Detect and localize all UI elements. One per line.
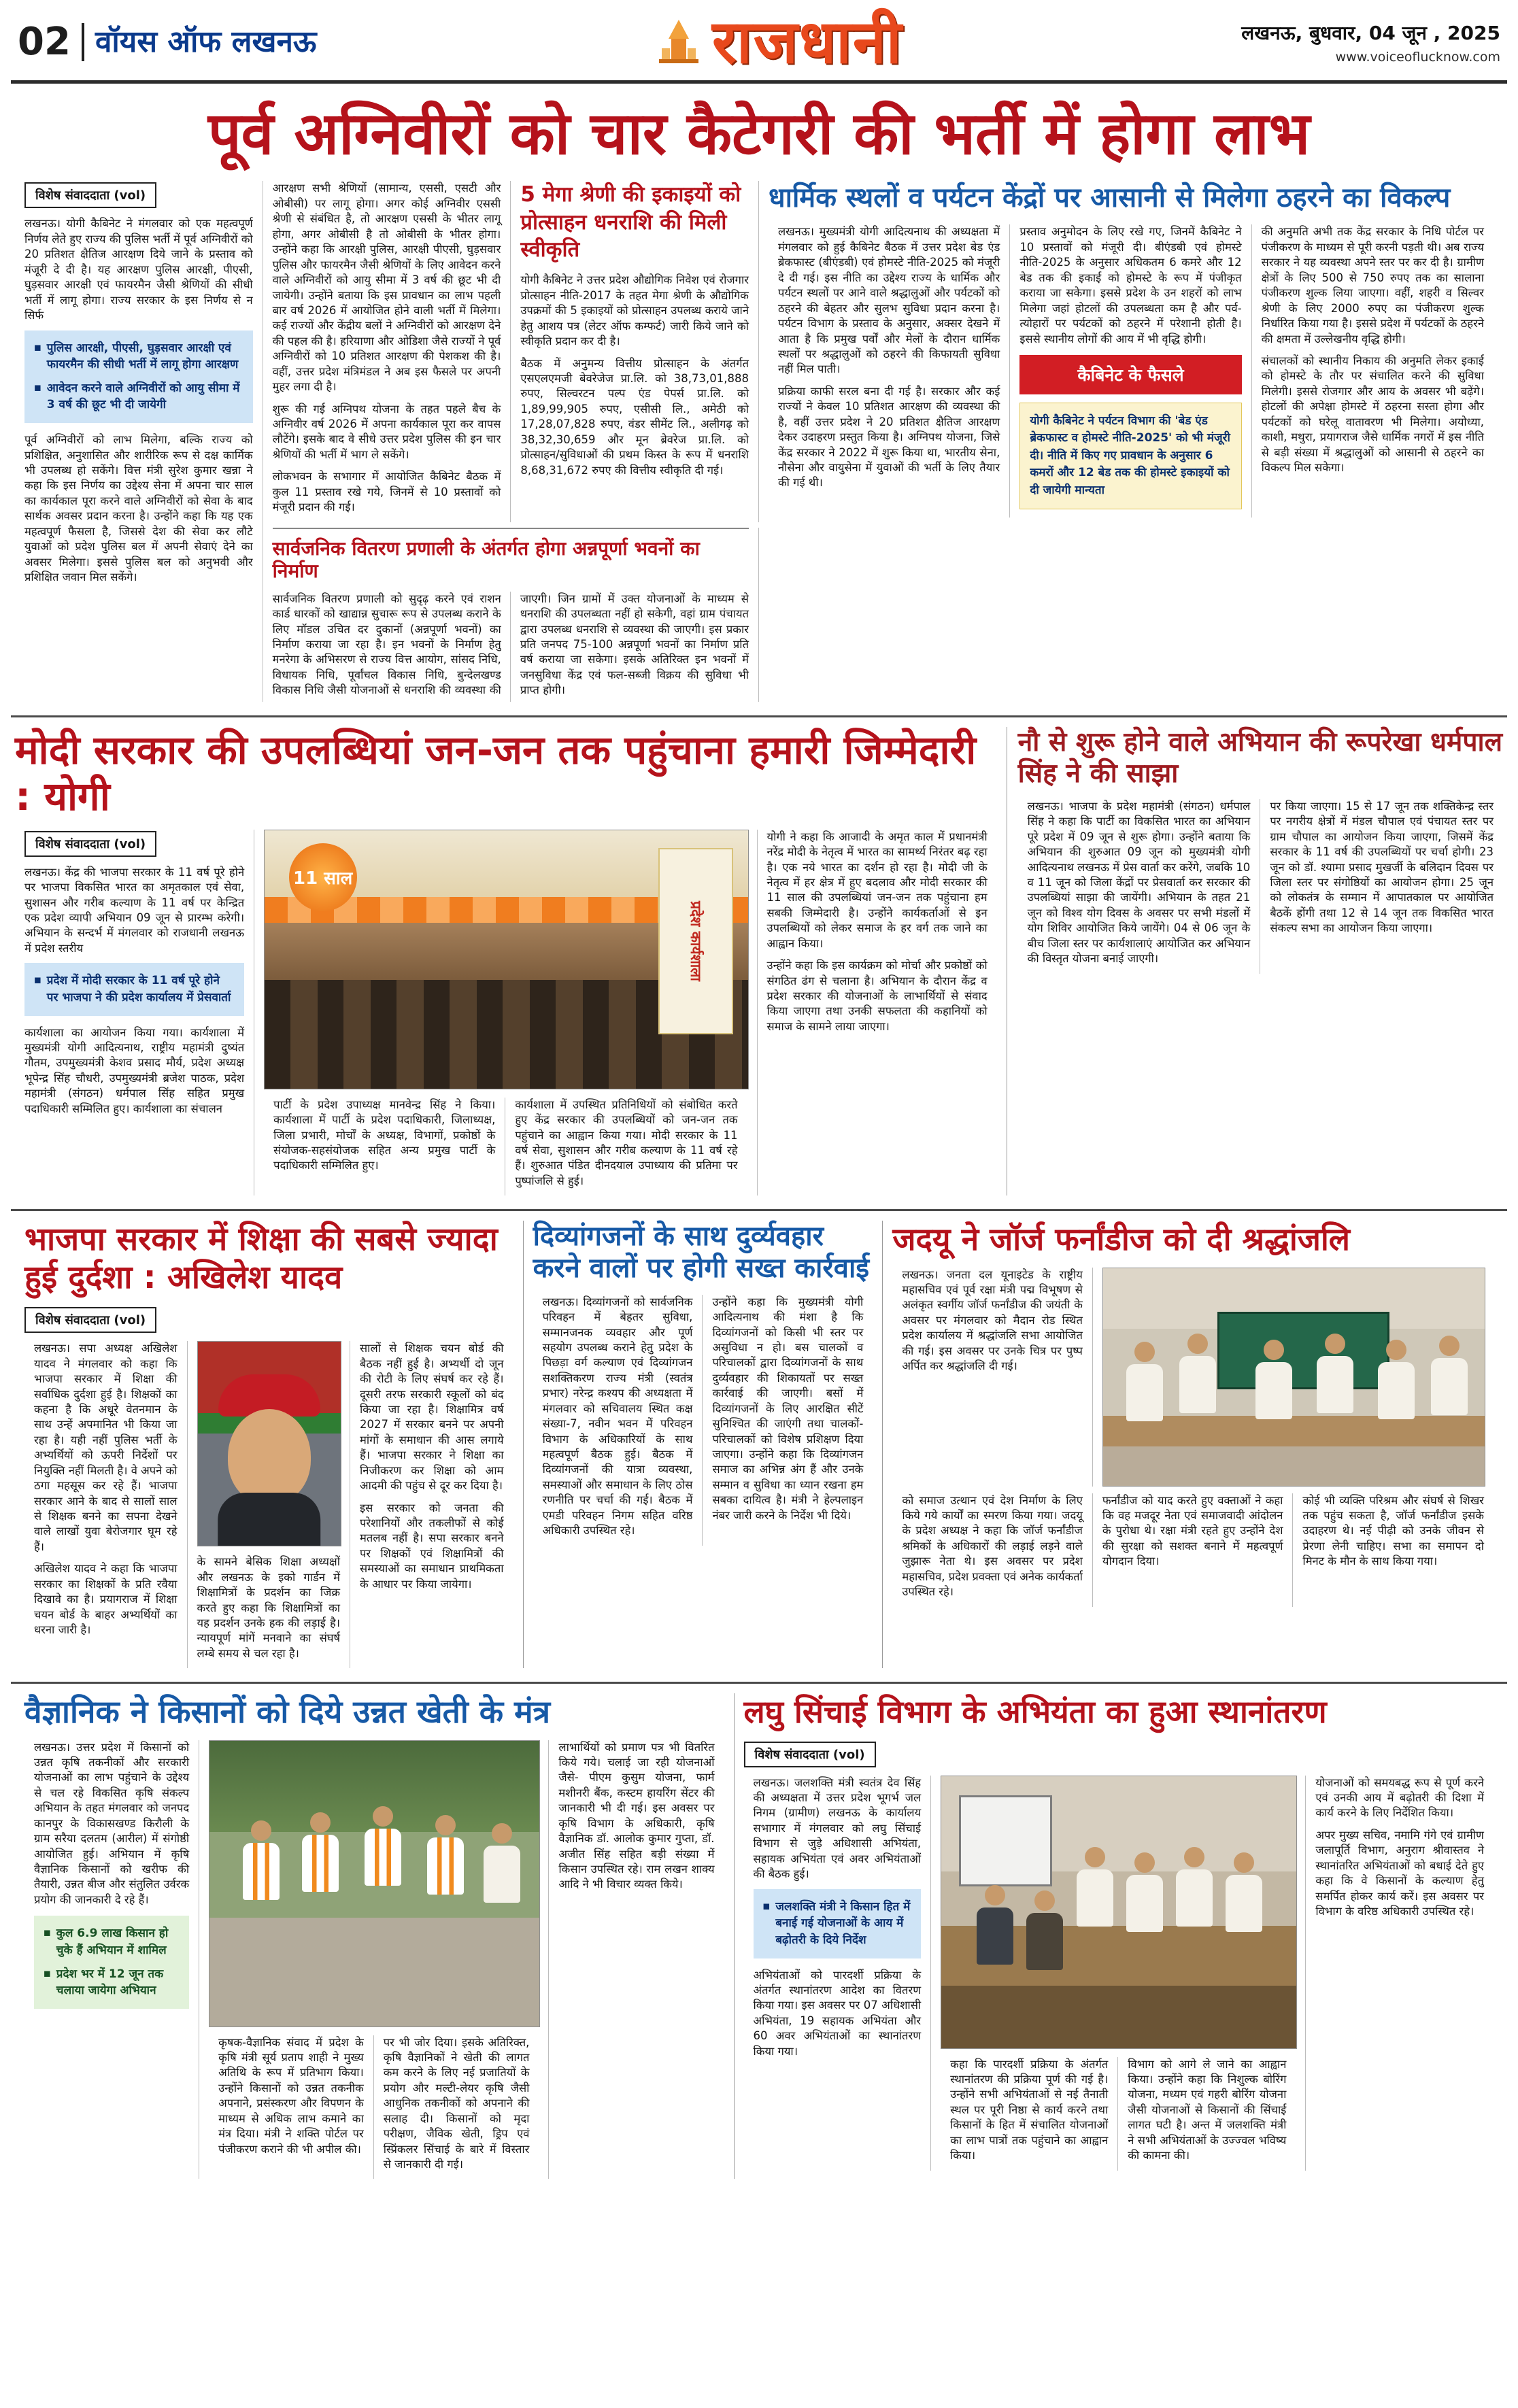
bullet-icon: ◼ [34, 975, 41, 986]
modi-subcolumn-1 [264, 1098, 505, 1196]
mega-paragraph-2: बैठक में अनुमन्य वित्तीय प्रोत्साहन के अंतर्गत एसएलएमजी बेवरेजेज प्रा.लि. को 38,73,01,888 रुपए, सिल्वरटन पल्प एंड पेपर्स प्रा.लि. को 1,89,99,905 रुपए, एसीसी लि., अमेठी को 17,28,07,828 रुपए, वंडर सीमेंट लि., अलीगढ़ को 38,32,30,659 और मून ब्रेवरेज प्रा.लि. को प्रोत्साहन/सुविधाओं की प्रथम किस्त के रूप में धनराशि 8,68,31,672 रुपए की वित्तीय स्वीकृति दी गई। [520, 356, 749, 477]
photo-bjp-workshop [264, 830, 748, 1089]
jdu-paragraph: लखनऊ। जनता दल यूनाइटेड के राष्ट्रीय महासचिव एवं पूर्व रक्षा मंत्री पद्म विभूषण से अलंकृत स्वर्गीय जॉर्ज फर्नांडीज की जयंती के अवसर पर मंगलवार को मैदान रोड स्थित प्रदेश कार्यालय में श्रद्धांजलि सभा आयोजित की गई। इस अवसर पर उनके चित्र पर पुष्प अर्पित कर श्रद्धांजलि दी गई। [902, 1268, 1083, 1373]
lead-paragraph-4: शुरू की गई अग्निपथ योजना के तहत पहले बैच के अग्निवीर वर्ष 2026 में अपना कार्यकाल पूरा कर वापस लौटेंगे। इसके बाद वे सीधे उत्तर प्रदेश पुलिस की इन चार श्रेणियों की भर्ती में भाग ले सकेंगे। [272, 402, 501, 461]
sinchai-column-right [1306, 1776, 1494, 2171]
bullet-icon: ◼ [34, 382, 41, 393]
scientist-subcolumns [209, 2035, 539, 2180]
jdu-headline: जदयू ने जॉर्ज फर्नांडीज को दी श्रद्धांजलि [892, 1221, 1350, 1258]
modi-grid [15, 727, 1503, 1196]
sinchai-column-1 [744, 1776, 932, 2171]
scientist-paragraph: लखनऊ। उत्तर प्रदेश में किसानों को उन्नत कृषि तकनीकों और सरकारी योजनाओं का लाभ पहुंचाने के उद्देश्य से चल रहे विकसित कृषि संकल्प अभियान के तहत मंगलवार को जनपद कानपुर के विकासखण्ड किरौली के ग्राम सरैया दलतम (आरील) में संगोष्ठी आयोजित हुई। अभियान में कृषि वैज्ञानिक किसानों को खरीफ की तैयारी, उन्नत बीज और संतुलित उर्वरक प्रयोग की जानकारी दे रहे हैं। [34, 1740, 190, 1906]
sinchai-story [735, 1693, 1503, 2179]
lead-column-1 [15, 181, 263, 701]
highlight-item [34, 380, 243, 413]
modi-column-1 [15, 830, 254, 1196]
jdu-photo-cell [1093, 1268, 1494, 1487]
person [1226, 1852, 1262, 1932]
banner-pradesh-karyashala: प्रदेश कार्यशाला [658, 848, 733, 1034]
annapurna-body [273, 592, 749, 702]
modi-headline: मोदी सरकार की उपलब्धियां जन-जन तक पहुंचाना हमारी जिम्मेदारी : योगी [15, 726, 977, 820]
photo-farmer-event [209, 1740, 540, 2027]
page-number: 02 [18, 20, 71, 64]
annapurna-paragraph: सार्वजनिक वितरण प्रणाली को सुदृढ़ करने एवं राशन कार्ड धारकों को खाद्यान्न सुचारू रूप से उपलब्ध कराने के लिए मॉडल उचित दर दुकानों (अन्नपूर्णा भवनों) का निर्माण कराया जा रहा है। इन भवनों के निर्माण हेतु मनरेगा के अभिसरण से राज्य वित्त आयोग, सांसद निधि, विधायक निधि, पूर्वांचल विकास निधि, बुन्देलखण्ड विकास निधि जैसी योजनाओं से धनराशि की व्यवस्था की जाएगी। जिन ग्रामों में उक्त योजनाओं के माध्यम से धनराशि की उपलब्धता नहीं हो सकेगी, वहां ग्राम पंचायत द्वारा उपलब्ध धनराशि से व्यवस्था की जाएगी। इस प्रकार प्रति जनपद 75-100 अन्नपूर्णा भवनों का निर्माण प्रति वर्ष कराया जा सकेगा। इसके अतिरिक्त इन भवनों में जनसुविधा केंद्र एवं फल-सब्जी विक्रय की सुविधा भी प्राप्त होगी। [272, 592, 749, 697]
person [484, 1823, 520, 1903]
jdu-column-1 [892, 1268, 1093, 1487]
homestay-paragraph: प्रस्ताव अनुमोदन के लिए रखे गए, जिनमें कैबिनेट ने 10 प्रस्तावों को मंजूरी दी। बीएंडबी एवं होमस्टे नीति-2025 के अनुसार अधिकतम 6 कमरे और 12 बेड तक की इकाई को होमस्टे के रूप में पंजीकृत कराया जा सकेगा। इससे प्रदेश के उन शहरों को लाभ मिलेगा जहां होटलों की उपलब्धता कम है और पर्व-त्योहारों पर पर्यटकों को ठहरने में परेशानी होती है। इससे स्थानीय लोगों की आय में भी वृद्धि होगी। [1019, 225, 1242, 345]
person [1126, 1852, 1163, 1932]
photo-floor [1103, 1446, 1485, 1486]
dharampal-columns [1018, 799, 1503, 974]
scientist-green-box [34, 1916, 189, 2009]
akhilesh-column-3 [350, 1341, 513, 1668]
sinchai-paragraph: योजनाओं को समयब‍द्ध रूप से पूर्ण करने एवं उनकी आय में बढ़ोतरी की दिशा में कार्य करने के लिए निर्देशित किया। [1315, 1776, 1484, 1820]
masthead-title: राजधानी [712, 7, 903, 77]
jdu-paragraph: कोई भी व्यक्ति परिश्रम और संघर्ष से शिखर तक पहुंच सकता है, जॉर्ज फर्नांडीज इसके उदाहरण थे। नई पीढ़ी को उनके जीवन से प्रेरणा लेनी चाहिए। सभा का समापन दो मिनट के मौन के साथ किया गया। [1302, 1493, 1484, 1568]
sinchai-paragraph: विभाग को आगे ले जाने का आह्वान किया। उन्होंने कहा कि निशुल्क बोरिंग योजना, मध्यम एवं गहरी बोरिंग योजना जैसी योजनाओं से किसानों की सिंचाई लागत घटी है। अन्त में जलशक्ति मंत्री ने सभी अभियंताओं के उज्ज्वल भविष्य की कामना की। [1128, 2057, 1287, 2163]
sinchai-subcolumns [941, 2057, 1296, 2171]
green-board [1217, 1312, 1389, 1390]
highlight-item-text: पुलिस आरक्षी, पीएसी, घुड़सवार आरक्षी एवं फायरमैन की सीधी भर्ती में लागू होगा आरक्षण [46, 341, 239, 372]
homestay-paragraph: लखनऊ। मुख्यमंत्री योगी आदित्यनाथ की अध्यक्षता में मंगलवार को हुई कैबिनेट बैठक में उत्तर प्रदेश बेड एंड ब्रेकफास्ट (बीएंडबी) एवं होमस्टे नीति-2025 को मंजूरी दे दी गई। इस नीति का उद्देश्य राज्य के धार्मिक और पर्यटन स्थलों पर आने वाले श्रद्धालुओं और पर्यटकों को ठहरने की बेहतर और सुलभ सुविधा प्रदान करना है। पर्यटन विभाग के प्रस्ताव के अनुसार, अक्सर देखने में आता है कि प्रमुख पर्वों और मेलों के दौरान धार्मिक स्थलों पर श्रद्धालुओं को ठहरने की किफायती सुविधा नहीं मिल पाती। [777, 225, 1000, 376]
akhilesh-column-2 [188, 1341, 351, 1668]
lead-headline: पूर्व अग्निवीरों को चार कैटेगरी की भर्ती में होगा लाभ [207, 100, 1311, 168]
lead-grid [15, 181, 1503, 701]
bullet-icon: ◼ [762, 1901, 771, 1912]
lead-section [11, 84, 1507, 717]
jdu-column-4 [1293, 1493, 1494, 1607]
homestay-column-1 [769, 224, 1010, 518]
sinchai-blue-box [754, 1889, 922, 1958]
sinchai-columns [744, 1776, 1494, 2171]
homestay-paragraph: प्रक्रिया काफी सरल बना दी गई है। सरकार और कई राज्यों ने केवल 10 प्रतिशत आरक्षण की व्यवस्था की है, वहीं उत्तर प्रदेश ने 20 प्रतिशत क्षैतिज आरक्षण देकर उदाहरण प्रस्तुत किया है। अग्निपथ योजना, जिसे केंद्र सरकार ने 2022 में शुरू किया था, भारतीय सेना, नौसेना और वायुसेना में युवाओं की भर्ती के लिए तैयार की गई थी। [777, 384, 1000, 490]
modi-paragraph-2: कार्यशाला का आयोजन किया गया। कार्यशाला में मुख्यमंत्री योगी आदित्यनाथ, राष्ट्रीय महामंत्री दुष्यंत गौतम, उपमुख्यमंत्री केशव प्रसाद मौर्य, प्रदेश अध्यक्ष भूपेन्द्र सिंह चौधरी, उपमुख्यमंत्री ब्रजेश पाठक, प्रदेश महामंत्री (संगठन) धर्मपाल सिंह सहित प्रमुख पदाधिकारी सम्मिलित हुए। कार्यशाला का संचालन [24, 1025, 245, 1115]
sinchai-headline: लघु सिंचाई विभाग के अभियंता का हुआ स्थानांतरण [743, 1693, 1327, 1731]
highlight-item-text: आवेदन करने वाले अग्निवीरों को आयु सीमा में 3 वर्ष की छूट भी दी जायेगी [46, 381, 240, 412]
scientist-story [15, 1693, 735, 2179]
byline-box: विशेष संवाददाता (vol) [24, 182, 156, 208]
homestay-paragraph: संचालकों को स्थानीय निकाय की अनुमति लेकर इकाई को होमस्टे के तौर पर संचालित करने की सुविधा मिलेगी। इससे रोजगार और आय के अवसर भी बढ़ेंगे। होटलों की अपेक्षा होमस्टे में ठहरना सस्ता होगा और पर्यटकों को घरेलू वातावरण भी मिलेगा। अयोध्या, काशी, मथुरा, प्रयागराज जैसे धार्मिक नगरों में इस नीति से बड़ी संख्या में श्रद्धालुओं को आसानी से ठहरने का विकल्प मिल सकेगा। [1261, 354, 1484, 475]
divyang-column-2 [703, 1295, 873, 1546]
dharampal-paragraph: लखनऊ। भाजपा के प्रदेश महामंत्री (संगठन) धर्मपाल सिंह ने कहा कि पार्टी का विकसित भारत का अभियान पूरे प्रदेश में 09 जून से शुरू होगा। उन्होंने बताया कि अभियान की शुरुआत 09 जून को मुख्यमंत्री योगी आदित्यनाथ लखनऊ में प्रेस वार्ता कर करेंगे, जबकि 10 व 11 जून को जिला केंद्रों पर प्रेसवार्ता कर सरकार की उपलब्धियां साझा की जायेंगी। अभियान के तहत 21 जून को विश्व योग दिवस के अवसर पर सभी मंडलों में योग शिविर आयोजित किये जायेंगे। 04 से 06 जून के बीच जिला स्तर पर कार्यशालाएं आयोजित कर अभियान की विस्तृत योजना बनाई जाएगी। [1027, 799, 1251, 966]
bullet-icon: ◼ [44, 1968, 51, 1979]
scientist-paragraph: लाभार्थियों को प्रमाण पत्र भी वितरित किये गये। चलाई जा रही योजनाओं जैसे- पीएम कुसुम योजना, फार्म मशीनरी बैंक, कस्टम हायरिंग सेंटर की जानकारी भी दी गई। इस अवसर पर कृषि विभाग के अधिकारी, कृषि वैज्ञानिक डॉ. आलोक कुमार गुप्ता, डॉ. अजीत सिंह सहित बड़ी संख्या में किसान उपस्थित रहे। राम लखन शाक्य आदि ने भी विचार व्यक्त किये। [558, 1740, 715, 1891]
lead-paragraph-1: लखनऊ। योगी कैबिनेट ने मंगलवार को एक महत्वपूर्ण निर्णय लेते हुए राज्य की पुलिस भर्ती में पूर्व अग्निवीरों को 20 प्रतिशत क्षैतिज आरक्षण दिये जाने के प्रस्ताव को मंजूरी दे दी है। यह आरक्षण पुलिस आरक्षी, पीएसी, घुड़सवार आरक्षी एवं फायरमैन जैसी श्रेणियों की सीधी भर्ती में लागू होगा। राज्य सरकार के इस निर्णय से न सिर्फ [24, 217, 253, 322]
header-left [18, 20, 317, 64]
mega-paragraph-1: योगी कैबिनेट ने उत्तर प्रदेश औद्योगिक निवेश एवं रोजगार प्रोत्साहन नीति-2017 के तहत मेगा श्रेणी के औद्योगिक उपक्रमों की 5 इकाइयों को प्रोत्साहन उपलब्ध कराये जाने हेतु आशय पत्र (लेटर ऑफ कम्फर्ट) जारी किये जाने को स्वीकृति प्रदान कर दी है। [520, 273, 749, 348]
modi-paragraph-5: योगी ने कहा कि आजादी के अमृत काल में प्रधानमंत्री नरेंद्र मोदी के नेतृत्व में भारत का सामर्थ्य निरंतर बढ़ रहा है। एक नये भारत का दर्शन हो रहा है। मोदी जी के नेतृत्व में हर क्षेत्र में हुए बदलाव और मोदी सरकार की 11 साल की उपलब्धियां जन-जन तक पहुंचाना हम सबकी जिम्मेदारी है। उन्होंने कार्यकर्ताओं से इन उपलब्धियों को लेकर समाज के हर वर्ग तक जाने का आह्वान किया। [766, 830, 988, 950]
person-garlanded [427, 1815, 464, 1895]
person [1077, 1847, 1113, 1927]
akhilesh-paragraph: इस सरकार को जनता की परेशानियों और तकलीफों से कोई मतलब नहीं है। सपा सरकार बनने पर शिक्षकों एवं शिक्षामित्रों की समस्याओं का समाधान प्राथमिकता के आधार पर किया जायेगा। [360, 1501, 504, 1591]
modi-columns [15, 830, 997, 1196]
masthead [655, 7, 903, 77]
modi-highlight-box [24, 963, 244, 1015]
highlight-item-text: प्रदेश में मोदी सरकार के 11 वर्ष पूरे होने पर भाजपा ने की प्रदेश कार्यालय में प्रेसवार्ता [46, 974, 231, 1004]
scientist-subcolumn-1 [209, 2035, 374, 2180]
temple-icon [655, 18, 703, 66]
dharampal-column-2 [1260, 799, 1503, 974]
person [1378, 1340, 1415, 1419]
byline-box: विशेष संवाददाता (vol) [24, 831, 156, 857]
jdu-story [883, 1221, 1503, 1668]
divyang-paragraph: उन्होंने कहा कि मुख्यमंत्री योगी आदित्यनाथ की मंशा है कि दिव्यांगजनों को किसी भी स्तर पर असुविधा न हो। बस चालकों व परिचालकों द्वारा दिव्यांगजनों के साथ दुर्व्यवहार की शिकायतों पर सख्त कार्रवाई की जाएगी। बसों में दिव्यांगजनों के लिए आरक्षित सीटें सुनिश्चित की जाएंगी तथा चालकों-परिचालकों को विशेष प्रशिक्षण दिया जाएगा। उन्होंने कहा कि दिव्यांगजन समाज का अभिन्न अंग हैं और उनके सम्मान व सुविधा का ध्यान रखना हम सबका दायित्व है। मंत्री ने हेल्पलाइन नंबर जारी करने के निर्देश भी दिये। [712, 1295, 864, 1522]
dharampal-story [1007, 727, 1503, 1196]
lead-paragraph-5: लोकभवन के सभागार में आयोजित कैबिनेट बैठक में कुल 11 प्रस्ताव रखे गये, जिनमें से 10 प्रस्तावों को मंजूरी प्रदान की गई। [272, 470, 501, 514]
akhilesh-paragraph: लखनऊ। सपा अध्यक्ष अखिलेश यादव ने मंगलवार को कहा कि भाजपा सरकार में शिक्षा की सर्वाधिक दुर्दशा हुई है। शिक्षकों का कहना है कि अधूरे वेतनमान के साथ उन्हें अपमानित भी किया जा रहा है। यही नहीं पुलिस भर्ती के अभ्यर्थियों को ऊपरी निर्देशों पर नियुक्ति नहीं मिलती है। वे अपने को ठगा महसूस कर रहे हैं। भाजपा सरकार आने के बाद से सालों साल से शिक्षक बनने का सपना देखने वाले लाखों युवा बेरोजगार घूम रहे हैं। [34, 1342, 178, 1553]
bullet-icon: ◼ [34, 342, 41, 353]
row-c-section [11, 1211, 1507, 1684]
byline-box: विशेष संवाददाता (vol) [24, 1307, 156, 1333]
jdu-paragraph: फर्नांडीज को याद करते हुए वक्ताओं ने कहा कि वह मजदूर नेता एवं समाजवादी आंदोलन के पुरोधा थे। रक्षा मंत्री रहते हुए उन्होंने देश की सुरक्षा को सशक्त बनाने में महत्वपूर्ण योगदान दिया। [1102, 1493, 1283, 1568]
banner-11-saal: 11 साल [289, 843, 357, 911]
homestay-headline: धार्मिक स्थलों व पर्यटन केंद्रों पर आसानी से मिलेगा ठहरने का विकल्प [768, 182, 1451, 214]
sinchai-paragraph: लखनऊ। जलशक्ति मंत्री स्वतंत्र देव सिंह की अध्यक्षता में उत्तर प्रदेश भूगर्भ जल निगम (ग्रामीण) लखनऊ के कार्यालय सभागार में मंगलवार को लघु सिंचाई विभाग से जुड़े अधिशासी अभियंता, सहायक अभियंता एवं अवर अभियंताओं की बैठक हुई। [753, 1776, 922, 1881]
photo-akhilesh-yadav [197, 1341, 342, 1546]
modi-paragraph-6: उन्होंने कहा कि इस कार्यक्रम को मोर्चा और प्रकोष्ठों को संगठित ढंग से चलाना है। अभियान के दौरान केंद्र व प्रदेश सरकार की योजनाओं के लाभार्थियों से संवाद किया जाएगा तथा उनकी सफलता की कहानियों को समाज के सामने लाया जाएगा। [766, 959, 988, 1033]
annapurna-headline: सार्वजनिक वितरण प्रणाली के अंतर्गत होगा अन्नपूर्णा भवनों का निर्माण [273, 528, 749, 582]
akhilesh-paragraph: सालों से शिक्षक चयन बोर्ड की बैठक नहीं हुई है। अभ्यर्थी दो जून की रोटी के लिए संघर्ष कर रहे हैं। दूसरी तरफ सरकारी स्कूलों को बंद किया जा रहा है। शिक्षामित्र वर्ष 2027 में सरकार बनने पर अपनी मांगों के समाधान की आस लगाये हैं। भाजपा सरकार ने शिक्षा का निजीकरण कर शिक्षा को आम आदमी की पहुंच से दूर कर दिया है। [360, 1342, 504, 1493]
person [1317, 1334, 1353, 1413]
person [1126, 1342, 1163, 1421]
byline-box: विशेष संवाददाता (vol) [744, 1742, 876, 1767]
annapurna-story [263, 528, 759, 702]
homestay-columns [769, 224, 1494, 518]
scientist-paragraph: कृषक-वैज्ञानिक संवाद में प्रदेश के कृषि मंत्री सूर्य प्रताप शाही ने मुख्य अतिथि के रूप में प्रतिभाग किया। उन्होंने किसानों को उन्नत तकनीक अपनाने, प्रसंस्करण और विपणन के माध्यम से अधिक लाभ कमाने का मंत्र दिया। मंत्री ने शक्ति पोर्टल पर पंजीकरण कराने की भी अपील की। [218, 2035, 364, 2156]
page-header [11, 7, 1507, 84]
highlight-item [763, 1899, 912, 1949]
person [1179, 1334, 1216, 1413]
cabinet-decisions-badge: कैबिनेट के फैसले [1019, 355, 1241, 394]
person-garlanded [302, 1812, 339, 1892]
torso [218, 1493, 321, 1546]
header-right [1241, 20, 1500, 65]
sinchai-paragraph: अभियंताओं को पारदर्शी प्रक्रिया के अंतर्गत स्थानांतरण आदेश का वितरण किया गया। इस अवसर पर 07 अधिशासी अभियंता, 19 सहायक अभियंता और 60 अवर अभियंताओं का स्थानांतरण किया गया। [753, 1968, 922, 2058]
sinchai-subcolumn-2 [1118, 2057, 1296, 2171]
jdu-paragraph: को समाज उत्थान एवं देश निर्माण के लिए किये गये कार्यों का स्मरण किया गया। जदयू के प्रदेश अध्यक्ष ने कहा कि जॉर्ज फर्नांडीज श्रमिकों के अधिकारों की लड़ाई लड़ने वाले जुझारू नेता थे। इस अवसर पर प्रदेश महासचिव, प्रदेश प्रवक्ता एवं अनेक कार्यकर्ता उपस्थित रहे। [902, 1493, 1083, 1599]
photo-transfer-meeting [941, 1776, 1297, 2049]
divyang-columns [533, 1295, 873, 1546]
photo-floor [941, 1986, 1296, 2048]
homestay-paragraph: की अनुमति अभी तक केंद्र सरकार के निधि पोर्टल पर पंजीकरण के माध्यम से पूरी करनी पड़ती थी। अब राज्य सरकार ने यह व्यवस्था अपने स्तर पर कर दी है। ग्रामीण क्षेत्रों के लिए 500 से 750 रुपए तक का सालाना पंजीकरण शुल्क लिया जाएगा। वहीं, शहरी व सिल्वर श्रेणी के लिए 2000 रुपए का पंजीकरण शुल्क निर्धारित किया गया है। इससे प्रदेश में पर्यटकों के ठहरने की क्षमता में उल्लेखनीय वृद्धि होगी। [1261, 225, 1484, 345]
green-item-text: प्रदेश भर में 12 जून तक चलाया जायेगा अभियान [56, 1967, 164, 1998]
dharampal-paragraph: पर किया जाएगा। 15 से 17 जून तक शक्तिकेन्द्र स्तर पर नगरीय क्षेत्रों में मंडल चौपाल एवं पंचायत स्तर पर ग्राम चौपाल का आयोजन किया जाएगा, जिसमें केंद्र सरकार के 11 वर्ष की उपलब्धियों पर चर्चा होगी। 23 जून को डॉ. श्यामा प्रसाद मुखर्जी के बलिदान दिवस पर जिला स्तर पर संगोष्ठियों का आयोजन होगा। 25 जून को लोकतंत्र के सम्मान में आपातकाल पर आयोजित बैठकें होंगी तथा 12 से 14 जून तक विकसित भारत संकल्प सभा का आयोजन किया जाएगा। [1270, 799, 1494, 935]
lead-paragraph-3: आरक्षण सभी श्रेणियों (सामान्य, एससी, एसटी और ओबीसी) पर लागू होगा। अगर कोई अग्निवीर एससी श्रेणी से संबंधित है, तो आरक्षण एससी के भीतर लागू होगा, अगर ओबीसी है तो ओबीसी के भीतर होगा। उन्होंने कहा कि आरक्षी पुलिस, आरक्षी पीएसी, घुड़सवार पुलिस और फायरमैन जैसी श्रेणियों के लिए आवेदन करने वाले अग्निवीरों को आयु सीमा में 3 वर्ष की छूट भी दी जायेगी। उन्होंने बताया कि इस प्रावधान का लाभ पहली बार वर्ष 2026 में आयोजित होने वाली भर्ती में मिलेगा। कई राज्यों और केंद्रीय बलों ने अग्निवीरों को आरक्षण देने की पहल की है। हरियाणा और ओडिशा जैसे राज्यों ने पूर्व अग्निवीरों को 10 प्रतिशत आरक्षण की पेशकश की है। वहीं, उत्तर प्रदेश मंत्रिमंडल ने अब इस फैसले पर अपनी मुहर लगा दी है। [272, 182, 501, 394]
scientist-column-right [549, 1740, 724, 2180]
scientist-column-center [199, 1740, 549, 2180]
sinchai-paragraph: अपर मुख्य सचिव, नमामि गंगे एवं ग्रामीण जलापूर्ति विभाग, अनुराग श्रीवास्तव ने स्थानांतरित अभियंताओं को बधाई देते हुए कहा कि वे किसानों के कल्याण हेतु समर्पित होकर कार्य करें। इस अवसर पर विभाग के वरिष्ठ अधिकारी उपस्थित रहे। [1315, 1828, 1484, 1918]
modi-section [11, 717, 1507, 1212]
mega-story [511, 181, 759, 522]
lead-highlight-box [24, 330, 253, 424]
person [977, 1885, 1013, 1965]
modi-subcolumns [264, 1098, 747, 1196]
modi-paragraph-3: पार्टी के प्रदेश उपाध्यक्ष मानवेन्द्र सिंह ने किया। कार्यशाला में पार्टी के प्रदेश पदाधिकारी, जिलाध्यक्ष, जिला प्रभारी, मोर्चों के अध्यक्ष, विभागों, प्रकोष्ठों के संयोजक-सहसंयोजक सहित अन्य प्रमुख पार्टी के पदाधिकारी सम्मिलित हुए। [273, 1098, 496, 1172]
green-item-text: कुल 6.9 लाख किसान हो चुके हैं अभियान में शामिल [56, 1927, 169, 1957]
person [1176, 1847, 1213, 1927]
scientist-paragraph: पर भी जोर दिया। इसके अतिरिक्त, कृषि वैज्ञानिकों ने खेती की लागत कम करने के लिए नई प्रजातियों के प्रयोग और मल्टी-लेयर कृषि जैसी आधुनिक तकनीकों को अपनाने की सलाह दी। किसानों को मृदा परीक्षण, जैविक खेती, ड्रिप एवं स्प्रिंकलर सिंचाई के बारे में विस्तार से जानकारी दी गई। [383, 2035, 530, 2171]
homestay-policy-box: योगी कैबिनेट ने पर्यटन विभाग की 'बेड एंड ब्रेकफास्ट व होमस्टे नीति-2025' को भी मंजूरी दी। नीति में किए गए प्रावधान के अनुसार 6 कमरों और 12 बेड तक की होमस्टे इकाइयों को दी जायेगी मान्यता [1019, 403, 1241, 510]
mega-headline: 5 मेगा श्रेणी की इकाइयों को प्रोत्साहन धनराशि की मिली स्वीकृति [520, 182, 741, 262]
person [1255, 1340, 1292, 1419]
highlight-item [34, 340, 243, 373]
green-item [44, 1966, 180, 1999]
photo-ground [209, 1918, 539, 2027]
homestay-story [759, 181, 1503, 701]
lead-paragraph-2: पूर्व अग्निवीरों को लाभ मिलेगा, बल्कि राज्य को प्रशिक्षित, अनुशासित और शारीरिक रूप से दक्ष कार्मिक भी उपलब्ध हो सकेंगे। वित्त मंत्री सुरेश कुमार खन्ना ने कहा कि इस निर्णय का उद्देश्य सेना में अपना चार साल का कार्यकाल पूरा करने वाले अग्निवीरों को सेवा के बाद सार्थक अवसर प्रदान करना है। उन्होंने कहा कि यह एक महत्वपूर्ण फैसला है, जिससे देश की सेवा कर लौटे युवाओं को प्रदेश पुलिस बल में अपनी सेवाएं देने का अवसर मिलेगा। इससे पुलिस बल को अनुभवी और प्रशिक्षित जवान मिल सकेंगे। [24, 433, 253, 584]
dateline: लखनऊ, बुधवार, 04 जून , 2025 [1241, 22, 1500, 44]
divyang-paragraph: लखनऊ। दिव्यांगजनों को सार्वजनिक परिवहन में बेहतर सुविधा, सम्मानजनक व्यवहार और पूर्ण सहयोग उपलब्ध कराने हेतु प्रदेश के पिछड़ा वर्ग कल्याण एवं दिव्यांगजन सशक्तिकरण राज्य मंत्री (स्वतंत्र प्रभार) नरेन्द्र कश्यप की अध्यक्षता में मंगलवार को सचिवालय स्थित कक्ष संख्या-7, नवीन भवन में परिवहन विभाग के अधिकारियों के साथ महत्वपूर्ण बैठक हुई। बैठक में दिव्यांगजनों की यात्रा व्यवस्था, समस्याओं और समाधान के लिए ठोस रणनीति पर चर्चा की गई। बैठक में एमडी परिवहन निगम सहित वरिष्ठ अधिकारी उपस्थित रहे। [542, 1295, 693, 1538]
jdu-column-3 [1093, 1493, 1294, 1607]
header-divider [82, 23, 84, 61]
photo-jdu-tribute [1102, 1268, 1485, 1487]
scientist-column-1 [24, 1740, 199, 2180]
modi-story [15, 727, 1007, 1196]
homestay-column-2 [1010, 224, 1251, 518]
divyang-headline: दिव्यांगजनों के साथ दुर्व्यवहार करने वालों पर होगी सख्त कार्रवाई [533, 1221, 869, 1285]
homestay-column-3 [1252, 224, 1494, 518]
sinchai-column-center [931, 1776, 1306, 2171]
modi-column-right [758, 830, 997, 1196]
person-garlanded [365, 1806, 401, 1886]
modi-paragraph-4: कार्यशाला में उपस्थित प्रतिनिधियों को संबोधित करते हुए केंद्र सरकार की उपलब्धियों को जन-जन तक पहुंचाने का आह्वान किया गया। मोदी सरकार के 11 वर्ष सेवा, सुशासन और गरीब कल्याण के 11 वर्ष रहे हैं। शुरुआत पंडित दीनदयाल उपाध्याय की प्रतिमा पर पुष्पांजलि से हुई। [515, 1098, 738, 1187]
row-d-section [11, 1684, 1507, 2192]
scientist-columns [24, 1740, 724, 2180]
jdu-bottom-row [892, 1493, 1494, 1607]
sinchai-paragraph: कहा कि पारदर्शी प्रक्रिया के अंतर्गत स्थानांतरण की प्रक्रिया पूर्ण की गई है। उन्होंने सभी अभियंताओं से नई तैनाती स्थल पर पूरी निष्ठा से कार्य करने तथा किसानों के हित में संचालित योजनाओं का लाभ पात्रों तक पहुंचाने का आह्वान किया। [950, 2057, 1109, 2163]
highlight-item-text: जलशक्ति मंत्री ने किसान हित में बनाई गई योजनाओं के आय में बढ़ोतरी के दिये निर्देश [775, 1899, 911, 1947]
lead-column-2 [263, 181, 511, 522]
scientist-headline: वैज्ञानिक ने किसानों को दिये उन्नत खेती के मंत्र [24, 1693, 550, 1731]
dharampal-headline: नौ से शुरू होने वाले अभियान की रूपरेखा धर्मपाल सिंह ने की साझा [1017, 726, 1503, 789]
akhilesh-paragraph: के सामने बेसिक शिक्षा अध्यक्षों और लखनऊ के इको गार्डन में शिक्षामित्रों के प्रदर्शन का जिक्र करते हुए कहा कि शिक्षामित्रों का यह प्रदर्शन उनके हक की लड़ाई है। न्यायपूर्ण मांगें मनवाने का संघर्ष लम्बे समय से चल रहा है। [197, 1555, 341, 1660]
sinchai-subcolumn-1 [941, 2057, 1118, 2171]
highlight-item [34, 972, 235, 1006]
person [1026, 1890, 1063, 1970]
bullet-icon: ◼ [44, 1928, 51, 1939]
akhilesh-story [15, 1221, 524, 1668]
person [1431, 1336, 1468, 1415]
paper-name: वॉयस ऑफ लखनऊ [95, 24, 317, 59]
akhilesh-headline: भाजपा सरकार में शिक्षा की सबसे ज्यादा हुई दुर्दशा : अखिलेश यादव [24, 1221, 498, 1296]
divyang-story [524, 1221, 883, 1668]
website-link[interactable]: www.voiceoflucknow.com [1335, 50, 1500, 65]
akhilesh-paragraph: अखिलेश यादव ने कहा कि भाजपा सरकार का शिक्षकों के प्रति रवैया दिखावे का है। प्रयागराज में शिक्षा चयन बोर्ड के बाहर अभ्यर्थियों का धरना जारी है। [34, 1562, 178, 1637]
akhilesh-columns [24, 1341, 513, 1668]
jdu-column-2 [892, 1493, 1093, 1607]
face [228, 1409, 311, 1504]
dharampal-column-1 [1018, 799, 1261, 974]
projector-screen [959, 1795, 1052, 1886]
modi-paragraph-1: लखनऊ। केंद्र की भाजपा सरकार के 11 वर्ष पूरे होने पर भाजपा विकसित भारत का अमृतकाल एवं सेवा, सुशासन और गरीब कल्याण के 11 वर्ष पर केन्द्रित एक प्रदेश व्यापी अभियान 09 जून से प्रारम्भ करेगी। अभियान के सन्दर्भ में मंगलवार को राजधानी लखनऊ में प्रदेश स्तरीय [24, 865, 245, 955]
modi-subcolumn-2 [505, 1098, 747, 1196]
akhilesh-column-1 [24, 1341, 188, 1668]
modi-column-center [254, 830, 757, 1196]
scientist-subcolumn-2 [374, 2035, 539, 2180]
divyang-column-1 [533, 1295, 703, 1546]
green-item [44, 1925, 180, 1958]
person-garlanded [243, 1820, 280, 1900]
jdu-top-row [892, 1268, 1494, 1487]
